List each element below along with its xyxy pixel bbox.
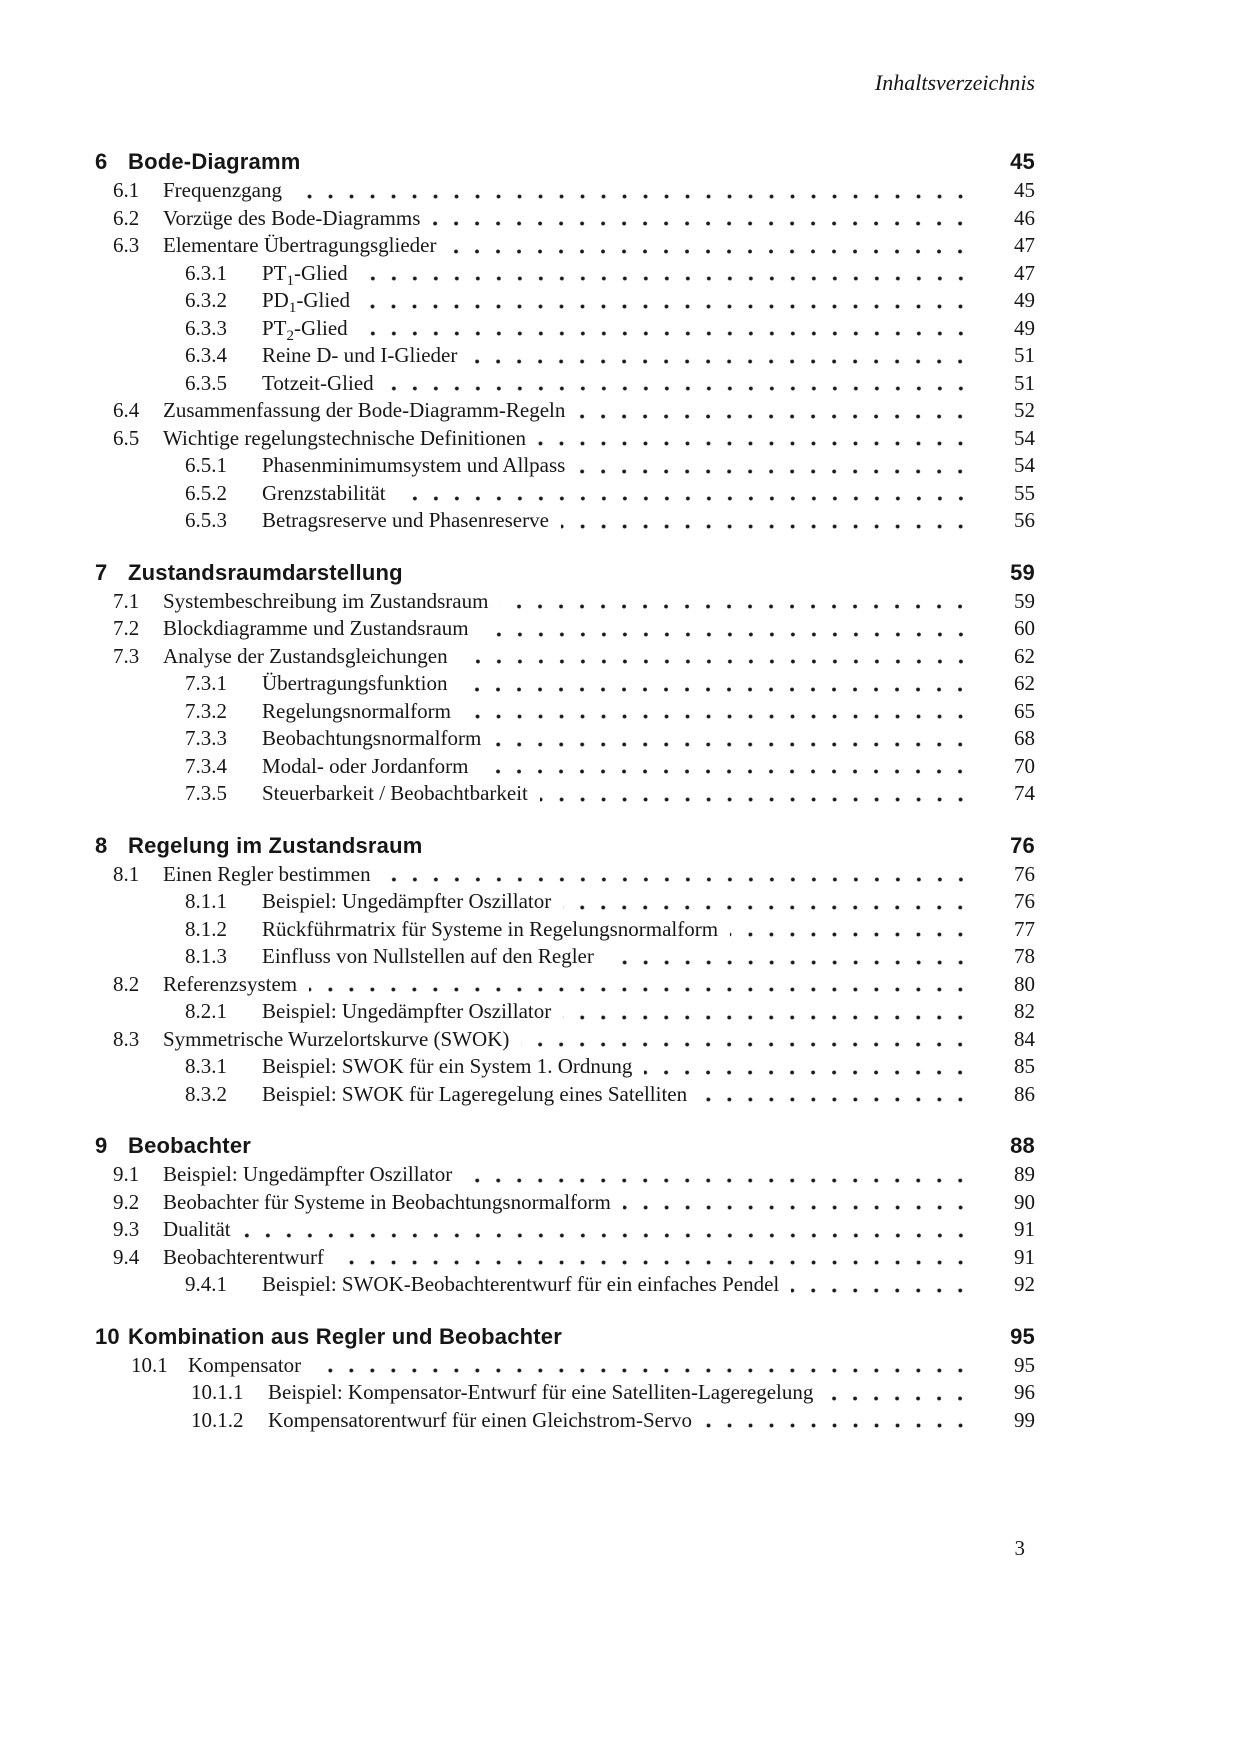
entry-number: 9.3 bbox=[113, 1217, 140, 1241]
entry-title: Referenzsystem bbox=[163, 971, 298, 996]
entry-title: Wichtige regelungstechnische Definitionen bbox=[163, 425, 527, 450]
entry-page-ref: 99 bbox=[1014, 1407, 1035, 1432]
chapter-page-ref: 59 bbox=[1010, 559, 1035, 585]
entry-number: 6.3.4 bbox=[185, 343, 227, 367]
entry-title: Totzeit-Glied bbox=[262, 370, 374, 395]
entry-title: Beispiel: SWOK-Beobachterentwurf für ein einfaches Pendel bbox=[262, 1272, 780, 1296]
toc-entry bbox=[95, 1081, 1035, 1109]
chapter-number: 9 bbox=[95, 1133, 108, 1158]
dot-leader bbox=[538, 441, 979, 446]
entry-title: Einfluss von Nullstellen auf den Regler bbox=[262, 944, 594, 968]
entry-number: 8.3.1 bbox=[185, 1054, 227, 1078]
dot-leader bbox=[563, 1015, 979, 1020]
entry-title: Frequenzgang bbox=[163, 178, 282, 202]
entry-title: $PD_1$-Glied bbox=[262, 288, 351, 317]
dot-leader bbox=[730, 932, 979, 937]
entry-page-ref: 84 bbox=[1014, 1026, 1035, 1051]
dot-leader bbox=[432, 221, 979, 226]
dot-leader bbox=[644, 1070, 979, 1075]
chapter-number: 8 bbox=[95, 832, 108, 858]
entry-title: $PT_2$-Glied bbox=[262, 315, 348, 344]
dot-leader bbox=[460, 659, 979, 664]
dot-leader bbox=[500, 604, 979, 609]
chapter-heading bbox=[95, 831, 1035, 861]
entry-number: 6.3.5 bbox=[185, 370, 227, 395]
entry-title: Beispiel: Ungedämpfter Oszillator bbox=[262, 889, 552, 913]
entry-page-ref: 49 bbox=[1014, 315, 1035, 340]
entry-page-ref: 77 bbox=[1014, 916, 1035, 941]
entry-page-ref: 78 bbox=[1014, 944, 1035, 968]
chapter-number: 10 bbox=[95, 1323, 120, 1349]
dot-leader bbox=[464, 1178, 979, 1183]
toc-entry bbox=[95, 1216, 1035, 1244]
chapter-page-ref: 88 bbox=[1010, 1133, 1035, 1158]
entry-title: Kompensator bbox=[188, 1352, 302, 1377]
toc-entry bbox=[95, 1244, 1035, 1272]
entry-number: 8.1.1 bbox=[185, 889, 227, 913]
entry-page-ref: 65 bbox=[1014, 698, 1035, 723]
entry-page-ref: 85 bbox=[1014, 1054, 1035, 1078]
entry-number: 10.1.2 bbox=[191, 1407, 244, 1432]
entry-title: Regelungsnormalform bbox=[262, 698, 451, 723]
entry-title: Dualität bbox=[163, 1217, 231, 1241]
toc-entry bbox=[95, 1053, 1035, 1081]
chapter-page-ref: 76 bbox=[1010, 832, 1035, 858]
dot-leader bbox=[383, 877, 979, 882]
entry-title: Beispiel: SWOK für ein System 1. Ordnung bbox=[262, 1054, 633, 1078]
entry-title: Beobachterentwurf bbox=[163, 1244, 324, 1269]
toc bbox=[95, 147, 1035, 1457]
dot-leader bbox=[313, 1368, 979, 1373]
entry-number: 6.5.3 bbox=[185, 508, 227, 532]
entry-title: Steuerbarkeit / Beobachtbarkeit bbox=[262, 781, 528, 805]
toc-entry bbox=[95, 425, 1035, 453]
entry-number: 6.2 bbox=[113, 205, 140, 230]
entry-number: 9.4 bbox=[113, 1244, 140, 1269]
entry-page-ref: 62 bbox=[1014, 643, 1035, 668]
entry-number: 6.3.3 bbox=[185, 315, 227, 340]
dot-leader bbox=[577, 469, 979, 474]
entry-title: Analyse der Zustandsgleichungen bbox=[163, 643, 448, 668]
dot-leader bbox=[577, 414, 979, 419]
toc-entry bbox=[95, 315, 1035, 343]
entry-number: 9.4.1 bbox=[185, 1272, 227, 1296]
entry-page-ref: 74 bbox=[1014, 781, 1035, 805]
dot-leader bbox=[623, 1205, 979, 1210]
page-header-title: Inhaltsverzeichnis bbox=[874, 70, 1035, 95]
entry-page-ref: 55 bbox=[1014, 480, 1035, 505]
chapter-heading bbox=[95, 1322, 1035, 1352]
entry-title: Übertragungsfunktion bbox=[262, 671, 448, 695]
toc-entry bbox=[95, 998, 1035, 1026]
entry-number: 9.1 bbox=[113, 1162, 140, 1186]
toc-entry bbox=[95, 1026, 1035, 1054]
toc-entry bbox=[95, 643, 1035, 671]
chapter-number: 6 bbox=[95, 149, 108, 174]
entry-title: Kompensatorentwurf für einen Gleichstrom-Servo bbox=[268, 1407, 692, 1432]
entry-page-ref: 91 bbox=[1014, 1244, 1035, 1269]
dot-leader bbox=[791, 1288, 979, 1293]
entry-page-ref: 76 bbox=[1014, 861, 1035, 886]
chapter-title: Regelung im Zustandsraum bbox=[128, 832, 423, 858]
entry-page-ref: 68 bbox=[1014, 726, 1035, 750]
entry-number: 8.1.2 bbox=[185, 916, 227, 941]
toc-entry bbox=[95, 971, 1035, 999]
entry-title: Systembeschreibung im Zustandsraum bbox=[163, 588, 489, 613]
entry-title: Reine D- und I-Glieder bbox=[262, 343, 458, 367]
chapter-title: Zustandsraumdarstellung bbox=[128, 559, 403, 585]
entry-number: 6.3.1 bbox=[185, 260, 227, 285]
dot-leader bbox=[448, 249, 979, 254]
entry-page-ref: 95 bbox=[1014, 1352, 1035, 1377]
subscript-text: 1 bbox=[286, 272, 295, 289]
entry-page-ref: 89 bbox=[1014, 1162, 1035, 1186]
entry-number: 6.5 bbox=[113, 425, 140, 450]
subscript-text: 2 bbox=[286, 327, 295, 344]
toc-chapter-9 bbox=[95, 1131, 1035, 1299]
entry-title: Beispiel: Ungedämpfter Oszillator bbox=[262, 999, 552, 1023]
dot-leader bbox=[459, 687, 979, 692]
toc-entry bbox=[95, 725, 1035, 753]
toc-entry bbox=[95, 615, 1035, 643]
dot-leader bbox=[521, 1042, 979, 1047]
toc-entry bbox=[95, 205, 1035, 233]
dot-leader bbox=[540, 797, 979, 802]
entry-title: Beispiel: Ungedämpfter Oszillator bbox=[163, 1162, 453, 1186]
entry-page-ref: 49 bbox=[1014, 288, 1035, 312]
entry-page-ref: 91 bbox=[1014, 1217, 1035, 1241]
toc-entry bbox=[95, 452, 1035, 480]
entry-title: Beobachtungsnormalform bbox=[262, 726, 482, 750]
entry-number: 6.5.2 bbox=[185, 480, 227, 505]
entry-number: 7.1 bbox=[113, 588, 140, 613]
toc-entry bbox=[95, 670, 1035, 698]
chapter-page-ref: 45 bbox=[1010, 149, 1035, 174]
entry-title: Rückführmatrix für Systeme in Regelungsnormalform bbox=[262, 916, 719, 941]
dot-leader bbox=[481, 632, 979, 637]
toc-entry bbox=[95, 698, 1035, 726]
entry-page-ref: 51 bbox=[1014, 370, 1035, 395]
dot-leader bbox=[309, 987, 979, 992]
entry-number: 7.2 bbox=[113, 616, 140, 640]
dot-leader bbox=[469, 359, 979, 364]
chapter-heading bbox=[95, 558, 1035, 588]
toc-chapter-7 bbox=[95, 558, 1035, 808]
entry-page-ref: 47 bbox=[1014, 260, 1035, 285]
entry-page-ref: 86 bbox=[1014, 1081, 1035, 1106]
toc-chapter-8 bbox=[95, 831, 1035, 1109]
entry-number: 6.1 bbox=[113, 178, 140, 202]
entry-number: 7.3.2 bbox=[185, 698, 227, 723]
entry-number: 8.3 bbox=[113, 1026, 140, 1051]
dot-leader bbox=[463, 714, 979, 719]
chapter-page-ref: 95 bbox=[1010, 1323, 1035, 1349]
toc-entry bbox=[95, 507, 1035, 535]
entry-title: Grenzstabilität bbox=[262, 480, 386, 505]
toc-chapter-6 bbox=[95, 147, 1035, 535]
entry-page-ref: 80 bbox=[1014, 971, 1035, 996]
entry-page-ref: 56 bbox=[1014, 508, 1035, 532]
toc-entry bbox=[95, 370, 1035, 398]
toc-entry bbox=[95, 232, 1035, 260]
entry-number: 9.2 bbox=[113, 1189, 140, 1214]
dot-leader bbox=[294, 194, 979, 199]
entry-number: 8.1 bbox=[113, 861, 140, 886]
toc-entry bbox=[95, 943, 1035, 971]
dot-leader bbox=[563, 905, 979, 910]
entry-title: Elementare Übertragungsglieder bbox=[163, 233, 437, 257]
chapter-number: 7 bbox=[95, 559, 108, 585]
entry-page-ref: 70 bbox=[1014, 753, 1035, 778]
entry-number: 6.3.2 bbox=[185, 288, 227, 312]
entry-page-ref: 45 bbox=[1014, 178, 1035, 202]
dot-leader bbox=[480, 769, 979, 774]
toc-entry bbox=[95, 397, 1035, 425]
chapter-title: Beobachter bbox=[128, 1133, 252, 1158]
entry-page-ref: 51 bbox=[1014, 343, 1035, 367]
entry-title: Modal- oder Jordanform bbox=[262, 753, 469, 778]
chapter-title: Kombination aus Regler und Beobachter bbox=[128, 1323, 563, 1349]
entry-title: Zusammenfassung der Bode-Diagramm-Regeln bbox=[163, 398, 566, 422]
toc-entry bbox=[95, 342, 1035, 370]
subscript-text: 1 bbox=[288, 300, 297, 317]
entry-title: Einen Regler bestimmen bbox=[163, 861, 371, 886]
dot-leader bbox=[243, 1233, 979, 1238]
toc-entry bbox=[95, 888, 1035, 916]
entry-page-ref: 52 bbox=[1014, 398, 1035, 422]
dot-leader bbox=[386, 386, 979, 391]
entry-title: $PT_1$-Glied bbox=[262, 260, 348, 289]
toc-entry bbox=[95, 780, 1035, 808]
entry-title: Beobachter für Systeme in Beobachtungsnormalform bbox=[163, 1189, 611, 1214]
chapter-heading bbox=[95, 1131, 1035, 1161]
toc-entry bbox=[95, 1189, 1035, 1217]
entry-number: 6.5.1 bbox=[185, 453, 227, 477]
chapter-title: Bode-Diagramm bbox=[128, 149, 301, 174]
entry-number: 10.1.1 bbox=[191, 1380, 244, 1404]
entry-page-ref: 47 bbox=[1014, 233, 1035, 257]
entry-page-ref: 82 bbox=[1014, 999, 1035, 1023]
toc-entry bbox=[95, 1352, 1035, 1380]
entry-page-ref: 54 bbox=[1014, 425, 1035, 450]
toc-entry bbox=[95, 1161, 1035, 1189]
entry-page-ref: 46 bbox=[1014, 205, 1035, 230]
entry-page-ref: 76 bbox=[1014, 889, 1035, 913]
entry-page-ref: 59 bbox=[1014, 588, 1035, 613]
dot-leader bbox=[606, 960, 979, 965]
entry-title: Betragsreserve und Phasenreserve bbox=[262, 508, 549, 532]
entry-page-ref: 96 bbox=[1014, 1380, 1035, 1404]
entry-number: 10.1 bbox=[131, 1352, 168, 1377]
toc-entry bbox=[95, 753, 1035, 781]
entry-title: Beispiel: SWOK für Lageregelung eines Satelliten bbox=[262, 1081, 688, 1106]
toc-entry bbox=[95, 287, 1035, 315]
entry-title: Phasenminimumsystem und Allpass bbox=[262, 453, 566, 477]
chapter-heading bbox=[95, 147, 1035, 177]
dot-leader bbox=[704, 1423, 979, 1428]
entry-title: Vorzüge des Bode-Diagramms bbox=[163, 205, 421, 230]
entry-title: Beispiel: Kompensator-Entwurf für eine Satelliten-Lageregelung bbox=[268, 1380, 814, 1404]
dot-leader bbox=[362, 304, 979, 309]
entry-page-ref: 54 bbox=[1014, 453, 1035, 477]
toc-entry bbox=[95, 861, 1035, 889]
dot-leader bbox=[825, 1396, 979, 1401]
footer-page-number: 3 bbox=[1014, 1536, 1025, 1560]
dot-leader bbox=[699, 1097, 979, 1102]
entry-number: 6.3 bbox=[113, 233, 140, 257]
dot-leader bbox=[493, 742, 979, 747]
dot-leader bbox=[336, 1260, 979, 1265]
entry-number: 7.3.5 bbox=[185, 781, 227, 805]
entry-page-ref: 90 bbox=[1014, 1189, 1035, 1214]
dot-leader bbox=[360, 331, 979, 336]
dot-leader bbox=[398, 496, 979, 501]
entry-page-ref: 92 bbox=[1014, 1272, 1035, 1296]
toc-entry bbox=[95, 1407, 1035, 1435]
toc-entry bbox=[95, 916, 1035, 944]
entry-title: Symmetrische Wurzelortskurve (SWOK) bbox=[163, 1026, 510, 1051]
toc-entry bbox=[95, 260, 1035, 288]
entry-number: 6.4 bbox=[113, 398, 140, 422]
dot-leader bbox=[360, 276, 979, 281]
entry-page-ref: 60 bbox=[1014, 616, 1035, 640]
toc-entry bbox=[95, 177, 1035, 205]
entry-number: 7.3.4 bbox=[185, 753, 227, 778]
entry-number: 8.2.1 bbox=[185, 999, 227, 1023]
entry-number: 7.3.3 bbox=[185, 726, 227, 750]
entry-page-ref: 62 bbox=[1014, 671, 1035, 695]
entry-number: 7.3.1 bbox=[185, 671, 227, 695]
toc-entry bbox=[95, 1379, 1035, 1407]
entry-number: 8.3.2 bbox=[185, 1081, 227, 1106]
toc-entry bbox=[95, 588, 1035, 616]
entry-number: 7.3 bbox=[113, 643, 140, 668]
entry-number: 8.1.3 bbox=[185, 944, 227, 968]
entry-title: Blockdiagramme und Zustandsraum bbox=[163, 616, 469, 640]
toc-chapter-10 bbox=[95, 1322, 1035, 1435]
entry-number: 8.2 bbox=[113, 971, 140, 996]
dot-leader bbox=[561, 524, 979, 529]
toc-entry bbox=[95, 480, 1035, 508]
toc-entry bbox=[95, 1271, 1035, 1299]
